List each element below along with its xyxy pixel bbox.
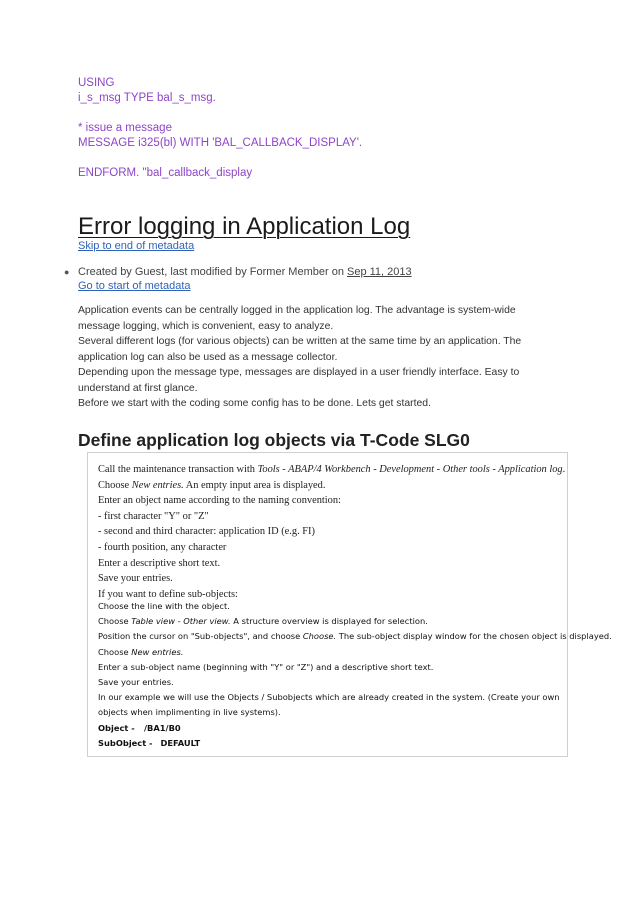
section-heading: Define application log objects via T-Code SLG0: [78, 430, 470, 450]
bullet-icon: ●: [64, 267, 70, 277]
metadata-text: Created by Guest, last modified by Former Member on Sep 11, 2013: [78, 266, 412, 278]
object-row: Object - /BA1/B0: [98, 722, 181, 733]
instruction-line: - second and third character: application ID (e.g. FI): [98, 526, 315, 538]
code-snippet: [78, 76, 362, 181]
code-line: USING: [78, 77, 115, 89]
serif-instructions: [98, 462, 565, 602]
instruction-line: Save your entries.: [98, 573, 173, 585]
code-line: [78, 106, 362, 121]
instruction-line: Save your entries.: [98, 677, 174, 688]
page-title: Error logging in Application Log: [78, 213, 411, 240]
code-line: MESSAGE i325(bl) WITH 'BAL_CALLBACK_DISPLAY'.: [78, 137, 363, 149]
instruction-line: - first character "Y" or "Z": [98, 510, 209, 522]
instruction-line: Enter an object name according to the naming convention:: [98, 495, 341, 507]
instruction-line: Choose Table view - Other view. A structure overview is displayed for selection.: [98, 616, 428, 627]
instructions-box: [87, 452, 612, 757]
sans-instructions: [98, 599, 612, 751]
skip-to-end-link[interactable]: Skip to end of metadata: [78, 240, 195, 252]
code-line: ENDFORM. "bal_callback_display: [78, 167, 253, 179]
subobject-row: SubObject - DEFAULT: [98, 737, 201, 748]
intro-text-2: Several different logs (for various objects) can be written at the same time by an application. The application log can also be used as a message collector.: [78, 336, 522, 363]
intro-text-1: Application events can be centrally logged in the application log. The advantage is system-wide message logging, which is convenient, easy to analyze.: [78, 305, 516, 332]
page-metadata: [64, 265, 412, 293]
instruction-line: Call the maintenance transaction with Tools - ABAP/4 Workbench - Development - Other tools - Application log.: [98, 464, 566, 475]
code-line: * issue a message: [78, 122, 172, 134]
instruction-line: Enter a sub-object name (beginning with "Y" or "Z") and a descriptive short text.: [98, 661, 434, 672]
instruction-line: Choose the line with the object.: [98, 601, 230, 611]
instruction-line: Choose New entries. An empty input area is displayed.: [98, 479, 326, 491]
go-to-start-link[interactable]: Go to start of metadata: [78, 280, 191, 292]
modified-date[interactable]: Sep 11, 2013: [347, 266, 412, 278]
instruction-line: - fourth position, any character: [98, 541, 227, 553]
instruction-line: Position the cursor on "Sub-objects", and choose Choose. The sub-object display window for the chosen object is displayed.: [98, 631, 612, 642]
instruction-line: In our example we will use the Objects / Subobjects which are already created in the system. (Create your own objects when implimenting in live systems).: [98, 692, 560, 718]
code-line: i_s_msg TYPE bal_s_msg.: [78, 92, 216, 104]
instruction-line: Enter a descriptive short text.: [98, 557, 221, 569]
code-line: [78, 151, 362, 166]
intro-text-3: Depending upon the message type, messages are displayed in a user friendly interface. Easy to understand at first glance.: [78, 367, 520, 394]
before-paragraph: Before we start with the coding some config has to be done. Lets get started.: [78, 398, 431, 409]
instruction-line: If you want to define sub-objects:: [98, 588, 238, 600]
instruction-line: Choose New entries.: [98, 646, 184, 657]
intro-paragraph: [78, 303, 558, 396]
